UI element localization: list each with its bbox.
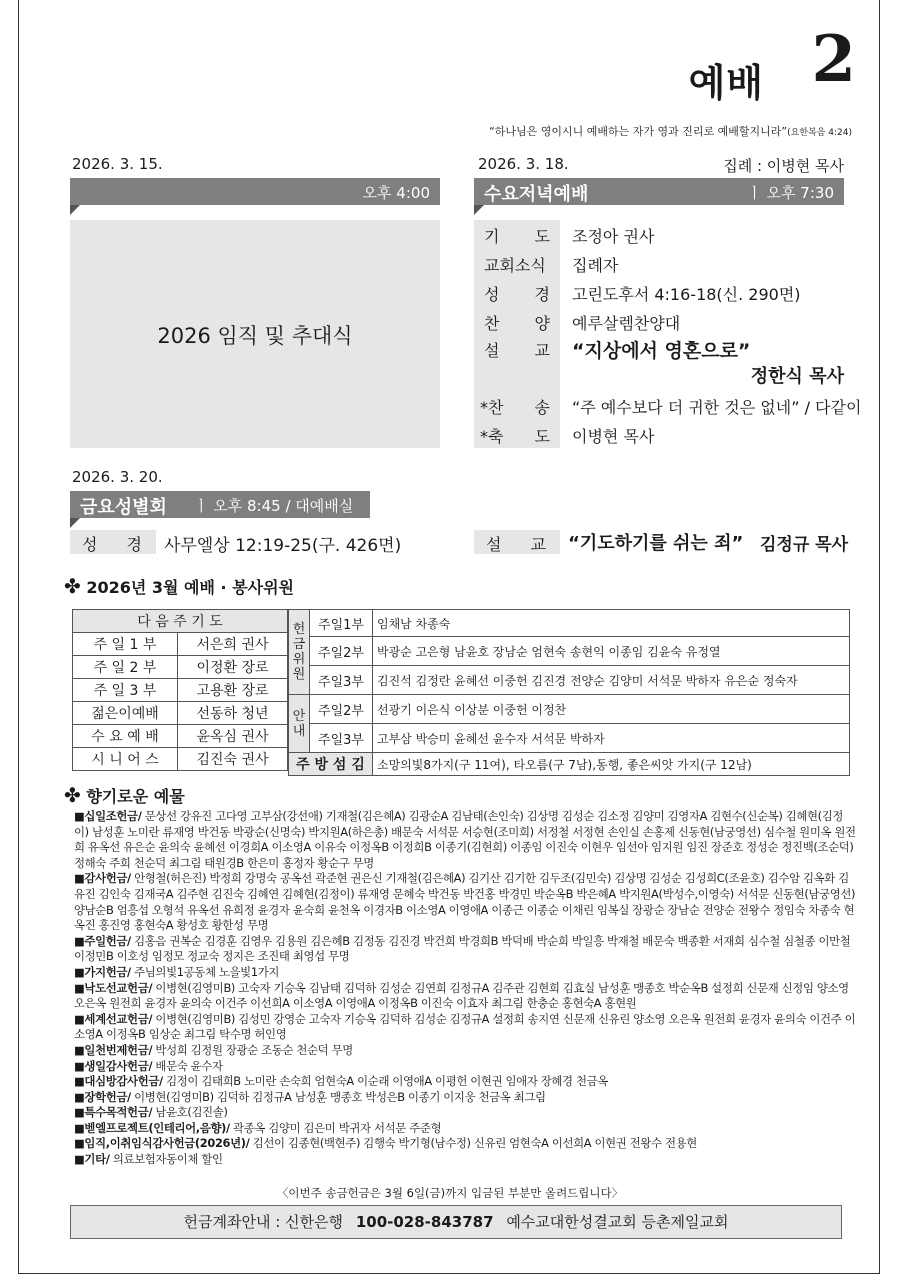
account-number: 100-028-843787: [355, 1213, 494, 1231]
prayer-label: 주 일 2 부: [73, 656, 178, 679]
prayer-label: 주 일 1 부: [73, 633, 178, 656]
visit-label: 주 방 섬 김: [289, 753, 373, 776]
wed-row-choir-value: 예루살렘찬양대: [572, 314, 681, 333]
wed-row-prayer: 기 도: [484, 227, 550, 246]
offering-item: ■일천번제헌금/ 박성희 김정원 장광순 조동순 천순덕 무명: [74, 1042, 353, 1057]
sunday-bar: [70, 178, 440, 205]
offering-item: ■십일조헌금/ 문상선 강유진 고다영 고부삼(강선애) 기재철(김은혜A) 김광순A 김남태(손인숙) 김상명 김성순 김소정 김양미 김영자A 김현수(신순복) 김혜현(김정이) 남성훈 노미란 류재영 박건동 박광순(신명숙) 박지원A(하은총) 배문숙 서석문 서승현(조미희) 서정철 서정현 손인실 손홍제 신동현(남궁영선) 심수철 원미옥 원전희 유옥선 유은순 윤의숙 윤혜선 이경희A 이소영A 이유숙 이정옥B 이정희B 이종기(김현희) 이종임 이진숙 이현우 임선아 임지원 임진 장준호 정성순 정진백(조순덕) 정해숙 주희 천순덕 최그림 태원경B 한은미 홍정자 황순구 무명: [74, 809, 856, 870]
wed-row-sermon-value: “지상에서 영혼으로”: [572, 340, 751, 362]
offerings-list: [74, 809, 856, 1168]
prayer-name: 선동하 청년: [178, 702, 288, 725]
wed-row-choir: 찬 양: [484, 314, 550, 333]
prayer-table: [72, 609, 288, 771]
prayer-label: 주 일 3 부: [73, 679, 178, 702]
sunday-event-box: [70, 220, 440, 448]
offering-group-label: 헌금위원: [289, 610, 310, 695]
wed-row-hymn-value: “주 예수보다 더 귀한 것은 없네” / 다같이: [572, 398, 862, 417]
offering-label: 주일1부: [310, 610, 373, 637]
offering-item: ■대심방감사헌금/ 김정이 김태희B 노미란 손숙희 엄현숙A 이순래 이영애A 이평헌 이현권 임애자 장혜경 천금옥: [74, 1074, 608, 1089]
clover-icon: ✤: [64, 783, 81, 807]
prayer-name: 김진숙 권사: [178, 748, 288, 771]
prayer-name: 서은희 권사: [178, 633, 288, 656]
service-table: [288, 609, 850, 776]
offering-item: ■벧엘프로젝트(인테리어,음향)/ 곽종옥 김양미 김은미 박귀자 서석문 주준형: [74, 1120, 442, 1135]
friday-sermon-label: 설 교: [486, 535, 546, 554]
offering-item: ■기타/ 의료보험자동이체 할인: [74, 1152, 223, 1167]
wed-row-hymn: *찬 송: [480, 398, 550, 417]
prayer-name: 윤옥심 권사: [178, 725, 288, 748]
offering-label: 주일2부: [310, 637, 373, 666]
offering-item: ■장학헌금/ 이병현(김영미B) 김덕하 김정규A 남성훈 맹종호 박성은B 이종기 이지웅 천금옥 최그림: [74, 1089, 546, 1104]
wed-row-blessing-value: 이병현 목사: [572, 427, 655, 446]
account-label: 헌금계좌안내 : 신한은행: [183, 1213, 344, 1231]
account-holder: 예수교대한성결교회 등촌제일교회: [506, 1213, 729, 1231]
committee-heading: ✤ 2026년 3월 예배 · 봉사위원: [64, 574, 295, 598]
visit-names: 소망의빛8가지(구 11여), 타오름(구 7남),동행, 좋은씨앗 가지(구 12남): [373, 753, 850, 776]
offering-item: ■생일감사헌금/ 배문숙 윤수자: [74, 1058, 223, 1073]
prayer-label: 젊은이예배: [73, 702, 178, 725]
wed-preacher: 정한식 목사: [750, 366, 844, 387]
offering-item: ■임직,이취임식감사헌금(2026년)/ 김선이 김종현(백현주) 김행숙 박기형(남수정) 신유린 엄현숙A 이선희A 이현권 전왕수 전용현: [74, 1136, 697, 1151]
sunday-date: 2026. 3. 15.: [72, 155, 163, 173]
friday-date: 2026. 3. 20.: [72, 468, 163, 486]
friday-bar: [70, 491, 370, 518]
wed-row-news-value: 집례자: [572, 256, 619, 275]
account-info: [70, 1205, 842, 1239]
friday-scripture-label: 성 경: [82, 535, 142, 554]
friday-sermon: “기도하기를 쉬는 죄”: [568, 533, 744, 554]
usher-names: 고부삼 박승미 윤혜선 윤수자 서석문 박하자: [373, 724, 850, 753]
section-title: 예배: [688, 61, 764, 105]
offering-label: 주일3부: [310, 666, 373, 695]
usher-label: 주일2부: [310, 695, 373, 724]
sunday-event-title: 2026 임직 및 추대식: [157, 324, 353, 348]
wednesday-title: 수요저녁예배: [484, 184, 589, 205]
prayer-name: 고용환 장로: [178, 679, 288, 702]
offering-item: ■세계선교헌금/ 이병현(김영미B) 김성민 강영순 고숙자 기승옥 김덕하 김성순 김정규A 설정희 송지연 신문재 신유린 양소영 오은옥 원전희 윤경자 윤의숙 이건주 이소영A 이정옥B 임상순 최그림 탁수명 허인영: [74, 1011, 856, 1042]
offering-names: 박광순 고은형 남윤호 장남순 엄현숙 송현익 이종임 김윤숙 유정열: [373, 637, 850, 666]
offering-names: 김진석 김정란 윤혜선 이중헌 김진경 전양순 김양미 서석문 박하자 유은순 정숙자: [373, 666, 850, 695]
wednesday-date: 2026. 3. 18.: [478, 155, 569, 173]
usher-group-label: 안내: [289, 695, 310, 753]
friday-scripture: 사무엘상 12:19-25(구. 426면): [164, 536, 402, 556]
usher-label: 주일3부: [310, 724, 373, 753]
bar-corner: [70, 518, 80, 528]
bar-corner: [474, 205, 484, 215]
wednesday-presider: 집례 : 이병현 목사: [723, 157, 844, 175]
friday-title: 금요성별회: [80, 497, 167, 518]
section-number: 2: [811, 22, 856, 97]
friday-time: ㅣ 오후 8:45 / 대예배실: [194, 497, 354, 515]
offering-item: ■감사헌금/ 안형철(허은진) 박정희 강명숙 공옥선 곽준현 권은신 기재철(김은혜A) 김기산 김기한 김두조(김민숙) 김상명 김성순 김성희C(조윤호) 김수암 김옥화 김유진 김인숙 김재국A 김주현 김진숙 김혜연 김혜현(김정이) 류재영 문혜숙 박건동 박건홍 박경민 박순옥B 박은혜A 박지원A(박성수,이영숙) 서석문 신동현(남궁영선) 양남순B 엄흥섭 오형석 유옥선 유희정 윤경자 윤숙희 윤천옥 이경자B 이소영A 이영애A 이종근 이종순 이채린 임복실 장광순 장남순 전양순 전왕수 정임숙 차종숙 현옥진 홍진영 홍현숙A 황성호 황한성 무명: [74, 871, 856, 933]
usher-names: 선광기 이은식 이상분 이중헌 이정찬: [373, 695, 850, 724]
wednesday-time: ㅣ 오후 7:30: [747, 184, 834, 202]
wed-row-prayer-value: 조정아 권사: [572, 227, 655, 246]
offerings-heading: ✤ 향기로운 예물: [64, 783, 185, 807]
offering-item: ■가지헌금/ 주님의빛1공동체 노을빛1가지: [74, 964, 280, 979]
wed-row-sermon: 설 교: [484, 341, 550, 360]
friday-preacher: 김정규 목사: [759, 535, 848, 555]
offering-item: ■주일헌금/ 김홍음 권복순 김경훈 김영우 김용원 김은혜B 김정동 김진경 박건희 박경희B 박덕배 박순희 박일흥 박재철 배문숙 백종환 서재희 심수철 심철종 이만철 이정민B 이호성 임정모 정교숙 정지은 조진태 최영섭 무명: [74, 933, 851, 964]
wed-row-blessing: *축 도: [480, 427, 550, 446]
wed-row-scripture-value: 고린도후서 4:16-18(신. 290면): [572, 285, 801, 304]
wednesday-bar: [474, 178, 844, 205]
bar-corner: [70, 205, 80, 215]
prayer-label: 수 요 예 배: [73, 725, 178, 748]
offerings-note: 〈이번주 송금헌금은 3월 6일(금)까지 입금된 부분만 올려드립니다〉: [276, 1186, 624, 1200]
prayer-label: 시 니 어 스: [73, 748, 178, 771]
offering-item: ■낙도선교헌금/ 이병현(김영미B) 고숙자 기승옥 김남태 김덕하 김성순 김연희 김정규A 김주관 김현희 김효실 남성훈 맹종호 박순옥B 설정희 신문재 신정임 양소영 오은옥 원전희 윤경자 윤의숙 이건주 이선희A 이소영A 이영애A 이정옥B 이진숙 이효자 최그림 한충순 홍현숙A 홍현원: [74, 980, 849, 1011]
offering-names: 임채남 차종숙: [373, 610, 850, 637]
wed-row-news: 교회소식: [484, 256, 546, 275]
sunday-time: 오후 4:00: [362, 184, 430, 202]
clover-icon: ✤: [64, 574, 81, 598]
offering-item: ■특수목적헌금/ 남윤호(김진솔): [74, 1105, 228, 1120]
wed-row-scripture: 성 경: [484, 285, 550, 304]
prayer-name: 이정환 장로: [178, 656, 288, 679]
prayer-header: 다 음 주 기 도: [73, 610, 288, 633]
header-verse: “하나님은 영이시니 예배하는 자가 영과 진리로 예배할지니라”(요한복음 4:24): [489, 125, 852, 138]
